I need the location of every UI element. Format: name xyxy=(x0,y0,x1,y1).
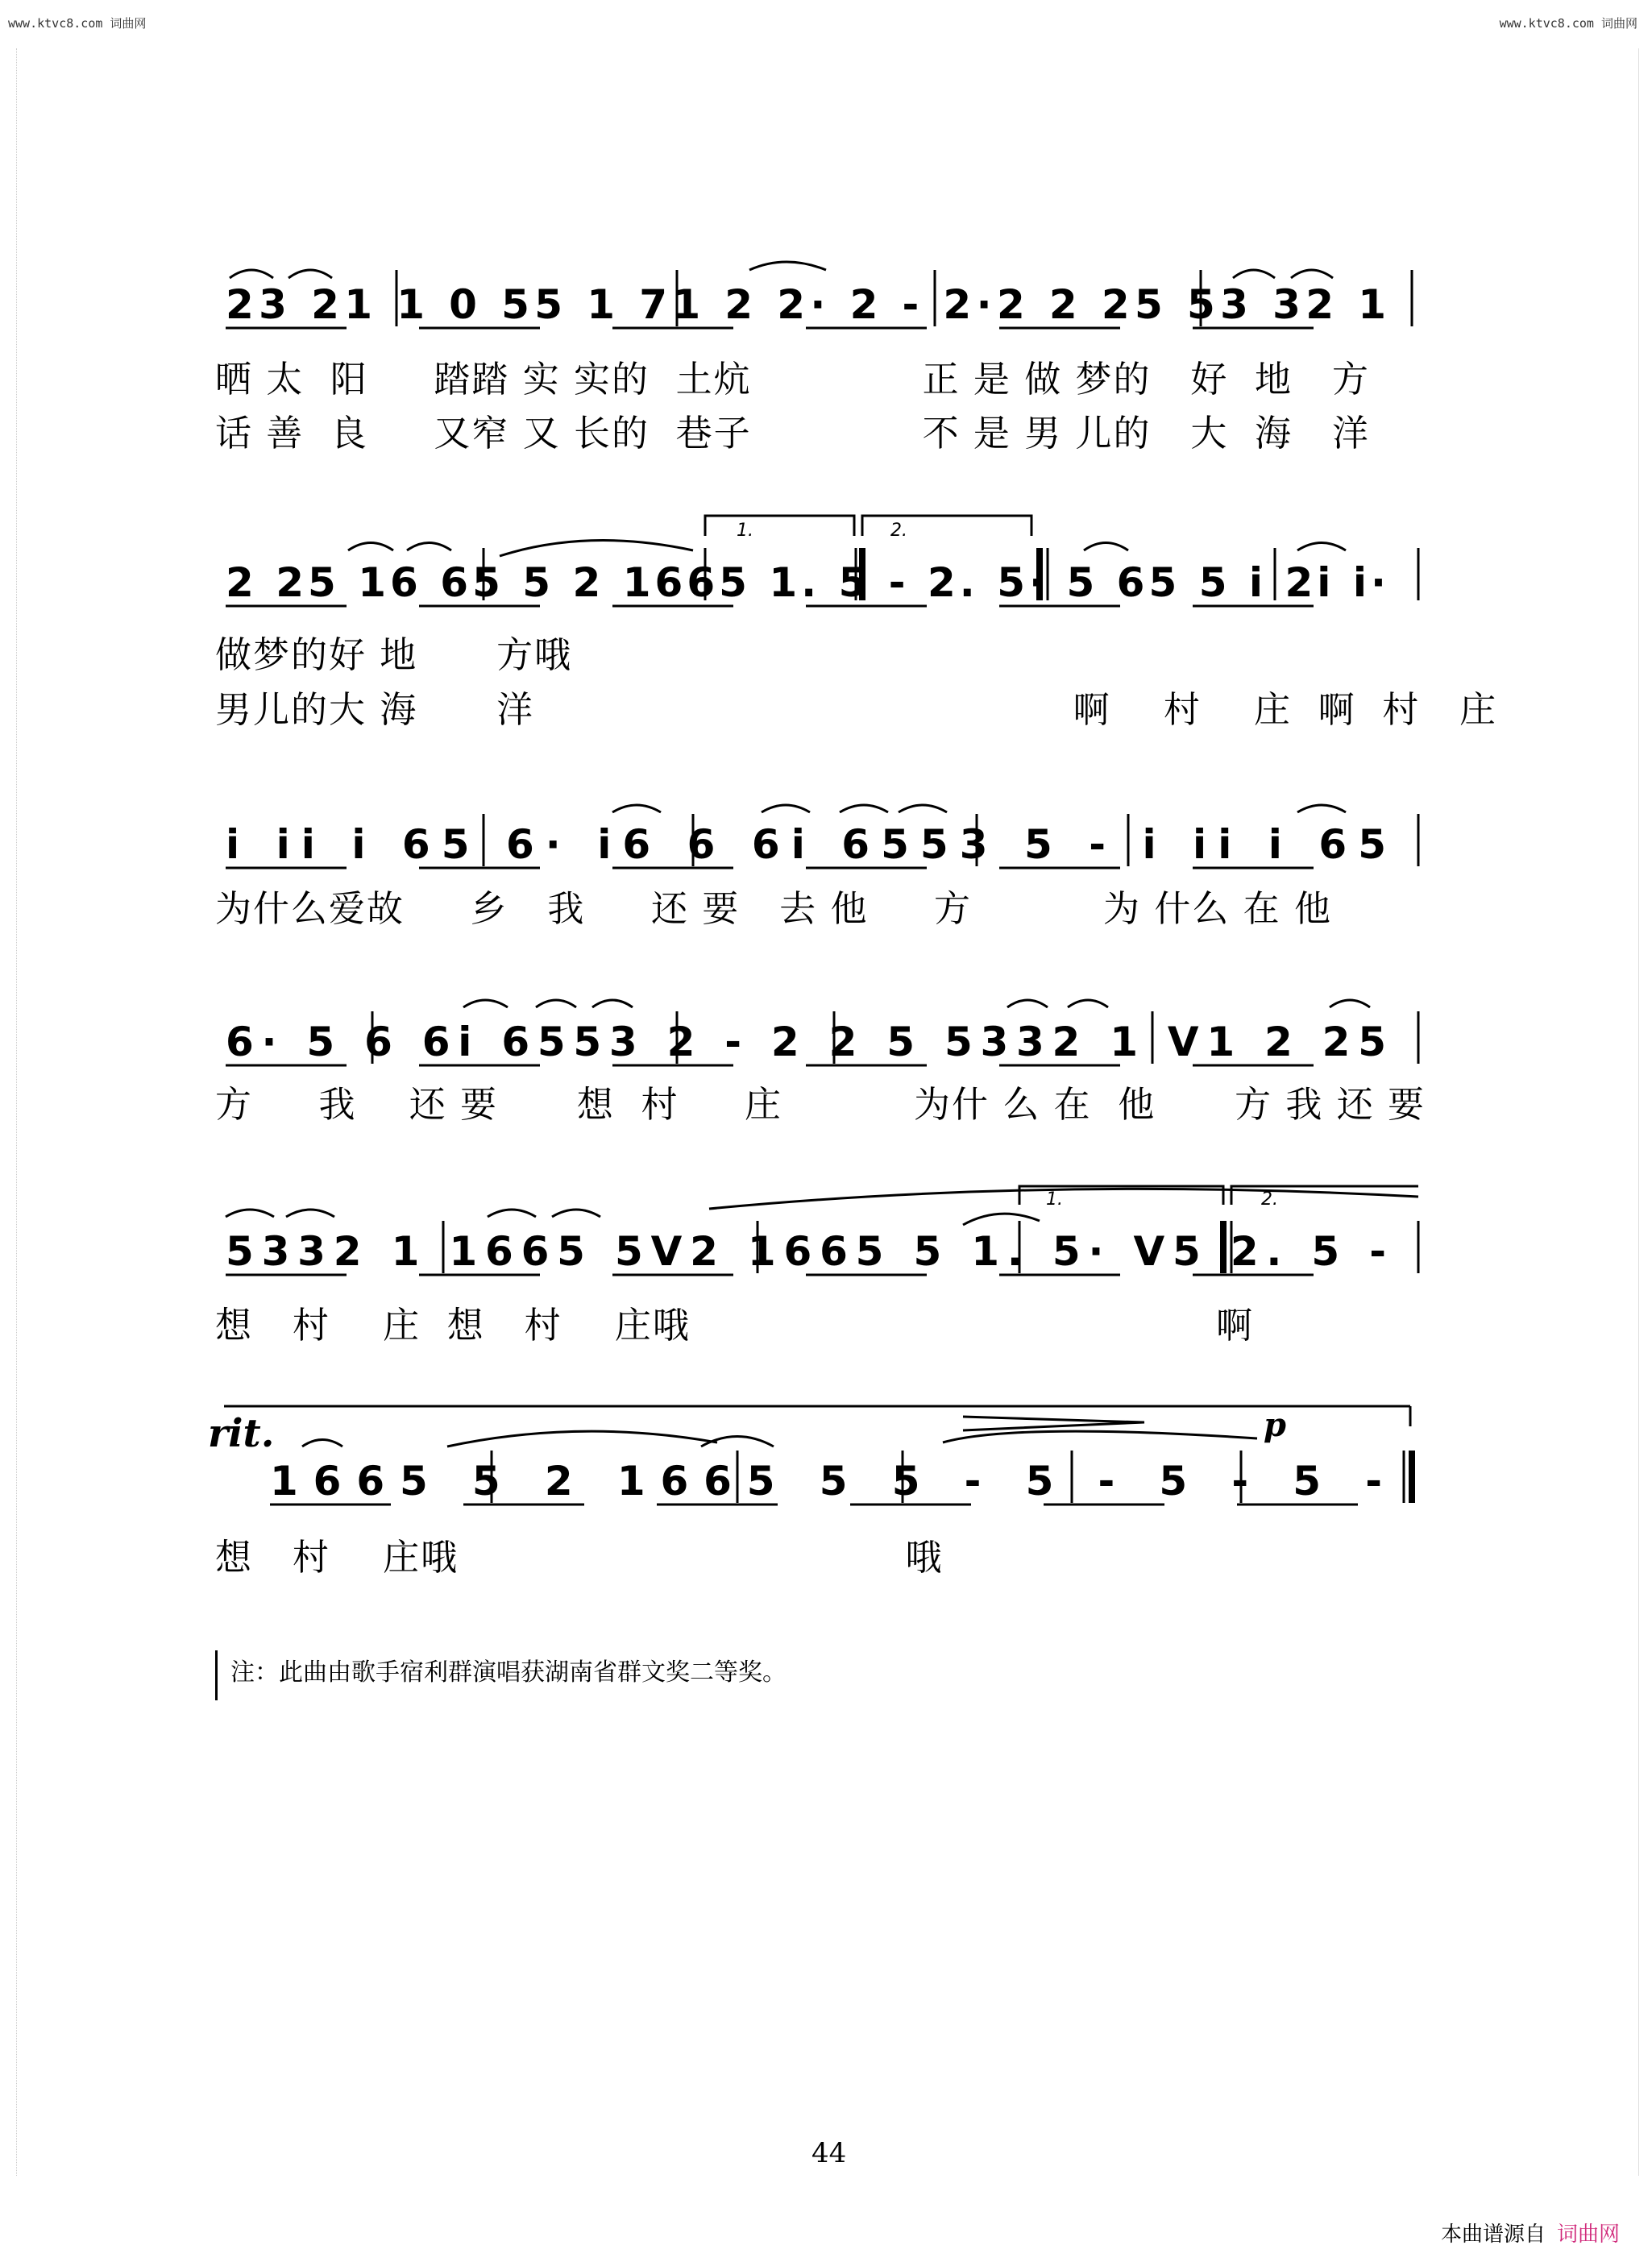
svg-text:1.: 1. xyxy=(737,521,753,541)
lyric-line-2b: 男儿的大 海 洋 啊 村 庄 啊 村 庄 xyxy=(215,688,1498,731)
lyric-line-2a: 做梦的好 地 方哦 xyxy=(215,633,573,676)
svg-text:2.: 2. xyxy=(1261,1189,1278,1210)
svg-text:p: p xyxy=(1264,1406,1286,1444)
notes-system-6: 1665 5 2 1665 5 5 - 5 - 5 - 5 - xyxy=(270,1458,1383,1505)
lyric-line-1a: 晒 太 阳 踏踏 实 实的 土炕 正 是 做 梦的 好 地 方 xyxy=(215,358,1370,401)
notes-system-4: 6· 5 6 6i 6553 2 - 2 2 5 5332 1 V1 2 25 xyxy=(226,1019,1386,1065)
footer-label: 本曲谱源自 xyxy=(1440,2223,1546,2247)
lyric-line-3: 为什么爱故 乡 我 还 要 去 他 方 为 什么 在 他 xyxy=(215,887,1332,930)
lyric-line-5: 想 村 庄 想 村 庄哦 啊 xyxy=(215,1304,1255,1347)
notes-system-3: i ii i 65 6· i6 6 6i 6553 5 - i ii i 65 xyxy=(226,821,1386,868)
header-left-watermark: www.ktvc8.com 词曲网 xyxy=(8,16,147,31)
lyric-line-4: 方 我 还 要 想 村 庄 为什 么 在 他 方 我 还 要 xyxy=(215,1083,1426,1126)
notes-system-5: 5332 1 1665 5V2 1665 5 1. 5· V5 2. 5 - xyxy=(226,1228,1386,1275)
footer-source xyxy=(1441,2218,1620,2247)
header-right-watermark: www.ktvc8.com 词曲网 xyxy=(1499,16,1637,31)
svg-text:rit.: rit. xyxy=(208,1411,275,1456)
notes-system-2: 2 25 16 65 5 2 1665 1. 5 - 2. 5· 5 65 5 i 2i i· xyxy=(226,559,1387,606)
svg-text:1.: 1. xyxy=(1046,1189,1063,1210)
lyric-line-1b: 话 善 良 又窄 又 长的 巷子 不 是 男 儿的 大 海 洋 xyxy=(215,412,1370,454)
page-number: 44 xyxy=(811,2137,847,2169)
svg-text:2.: 2. xyxy=(890,521,907,541)
notes-system-1: 23 21 1 0 55 1 71 2 2· 2 - 2·2 2 25 53 32 1 xyxy=(226,281,1386,328)
lyric-line-6: 想 村 庄哦 哦 xyxy=(215,1536,944,1579)
footer-brand: 词曲网 xyxy=(1556,2223,1620,2247)
footnote: 注：此曲由歌手宿利群演唱获湖南省群文奖二等奖。 xyxy=(215,1650,787,1700)
